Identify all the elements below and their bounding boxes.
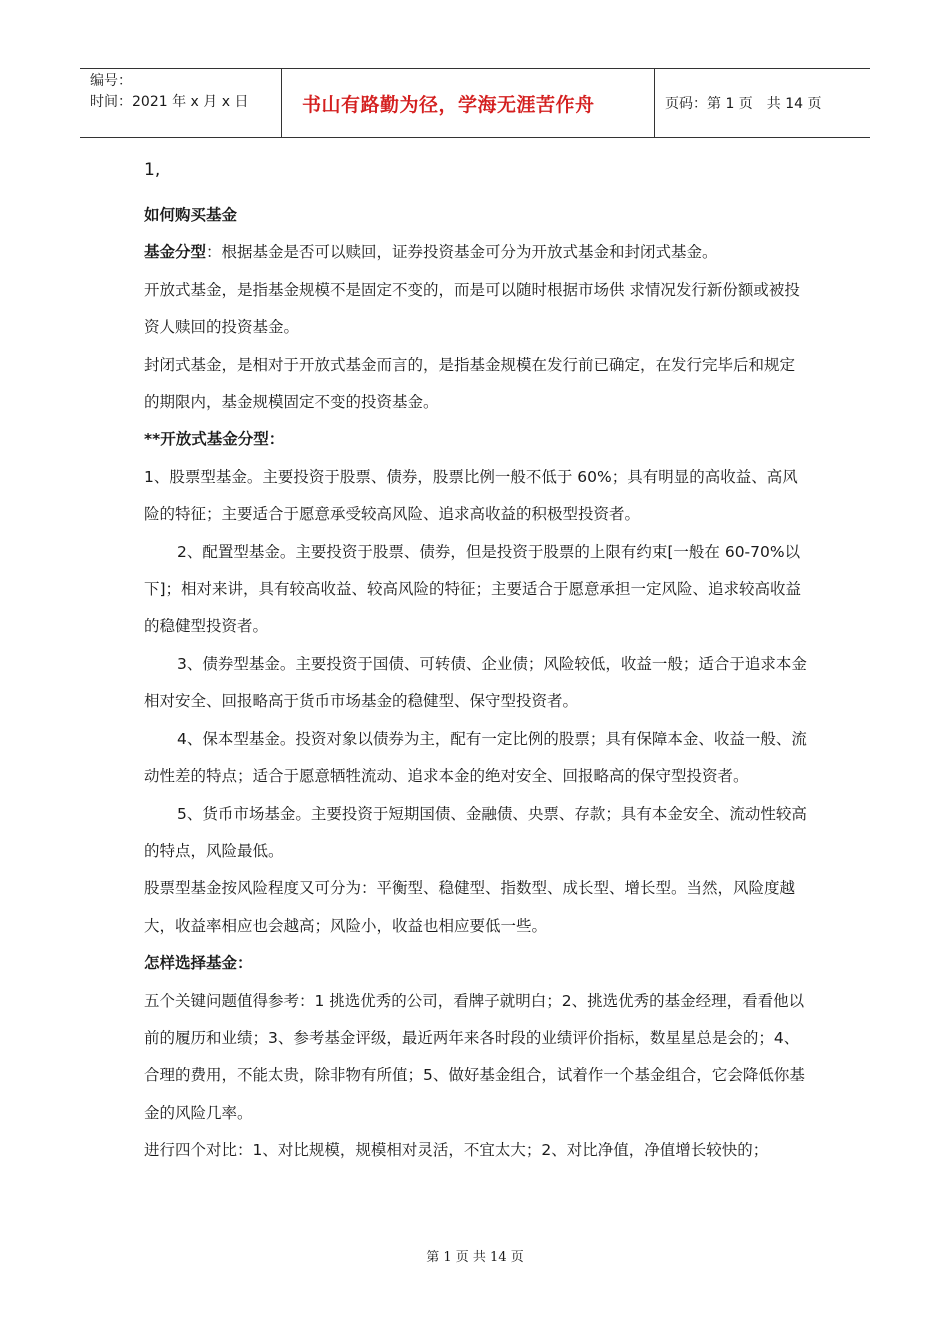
header-page-cell <box>655 69 870 137</box>
number-label: 编号： <box>90 73 132 89</box>
motto-text: 书山有路勤为径，学海无涯苦作舟 <box>302 93 595 116</box>
fund-type-3: 3、债券型基金。主要投资于国债、可转债、企业债；风险较低，收益一般；适合于追求本金相对安全、回报略高于货币市场基金的稳健型、保守型投资者。 <box>144 654 807 711</box>
open-types-heading: **开放式基金分型： <box>144 430 285 449</box>
fund-type-5: 5、货币市场基金。主要投资于短期国债、金融债、央票、存款；具有本金安全、流动性较高的特点，风险最低。 <box>144 804 807 860</box>
fund-type-2: 2、配置型基金。主要投资于股票、债券，但是投资于股票的上限有约束[一般在 60-70%以下]；相对来讲，具有较高收益、较高风险的特征；主要适合于愿意承担一定风险、追求较高收益的稳健型投资者。 <box>144 542 802 636</box>
header-motto-cell <box>282 69 655 137</box>
fund-type-4: 4、保本型基金。投资对象以债券为主，配有一定比例的股票；具有保障本金、收益一般、流动性差的特点；适合于愿意牺牲流动、追求本金的绝对安全、回报略高的保守型投资者。 <box>144 729 807 786</box>
classification-text: ：根据基金是否可以赎回，证券投资基金可分为开放式基金和封闭式基金。 <box>206 243 718 262</box>
time-label: 时间：2021 年 x 月 x 日 <box>90 94 249 110</box>
document-header <box>80 68 870 138</box>
header-meta <box>80 69 282 137</box>
four-compare-paragraph: 进行四个对比：1、对比规模，规模相对灵活，不宜太大；2、对比净值，净值增长较快的； <box>144 1141 769 1160</box>
five-questions-paragraph: 五个关键问题值得参考：1 挑选优秀的公司，看牌子就明白；2、挑选优秀的基金经理，看看他以前的履历和业绩；3、参考基金评级，最近两年来各时段的业绩评价指标，数星星总是会的；4、合理的费用，不能太贵，除非物有所值；5、做好基金组合，试着作一个基金组合，它会降低你基金的风险几率。 <box>144 991 805 1122</box>
open-fund-paragraph: 开放式基金，是指基金规模不是固定不变的，而是可以随时根据市场供 求情况发行新份额或被投资人赎回的投资基金。 <box>144 280 800 337</box>
page-footer: 第 1 页 共 14 页 <box>426 1250 524 1265</box>
page-info: 页码：第 1 页 共 14 页 <box>665 96 822 112</box>
choose-heading: 怎样选择基金： <box>144 954 253 973</box>
classification-label: 基金分型 <box>144 243 207 262</box>
stock-risk-paragraph: 股票型基金按风险程度又可分为：平衡型、稳健型、指数型、成长型、增长型。当然，风险度越大，收益率相应也会越高；风险小，收益也相应要低一些。 <box>144 879 796 935</box>
document-body <box>144 152 810 1170</box>
item-number: 1, <box>144 160 161 180</box>
section-title: 如何购买基金 <box>144 206 238 224</box>
closed-fund-paragraph: 封闭式基金，是相对于开放式基金而言的，是指基金规模在发行前已确定，在发行完毕后和规定的期限内，基金规模固定不变的投资基金。 <box>144 355 796 412</box>
classification-paragraph <box>144 234 810 271</box>
fund-type-1: 1、股票型基金。主要投资于股票、债券，股票比例一般不低于 60%；具有明显的高收益、高风险的特征；主要适合于愿意承受较高风险、追求高收益的积极型投资者。 <box>144 467 798 524</box>
